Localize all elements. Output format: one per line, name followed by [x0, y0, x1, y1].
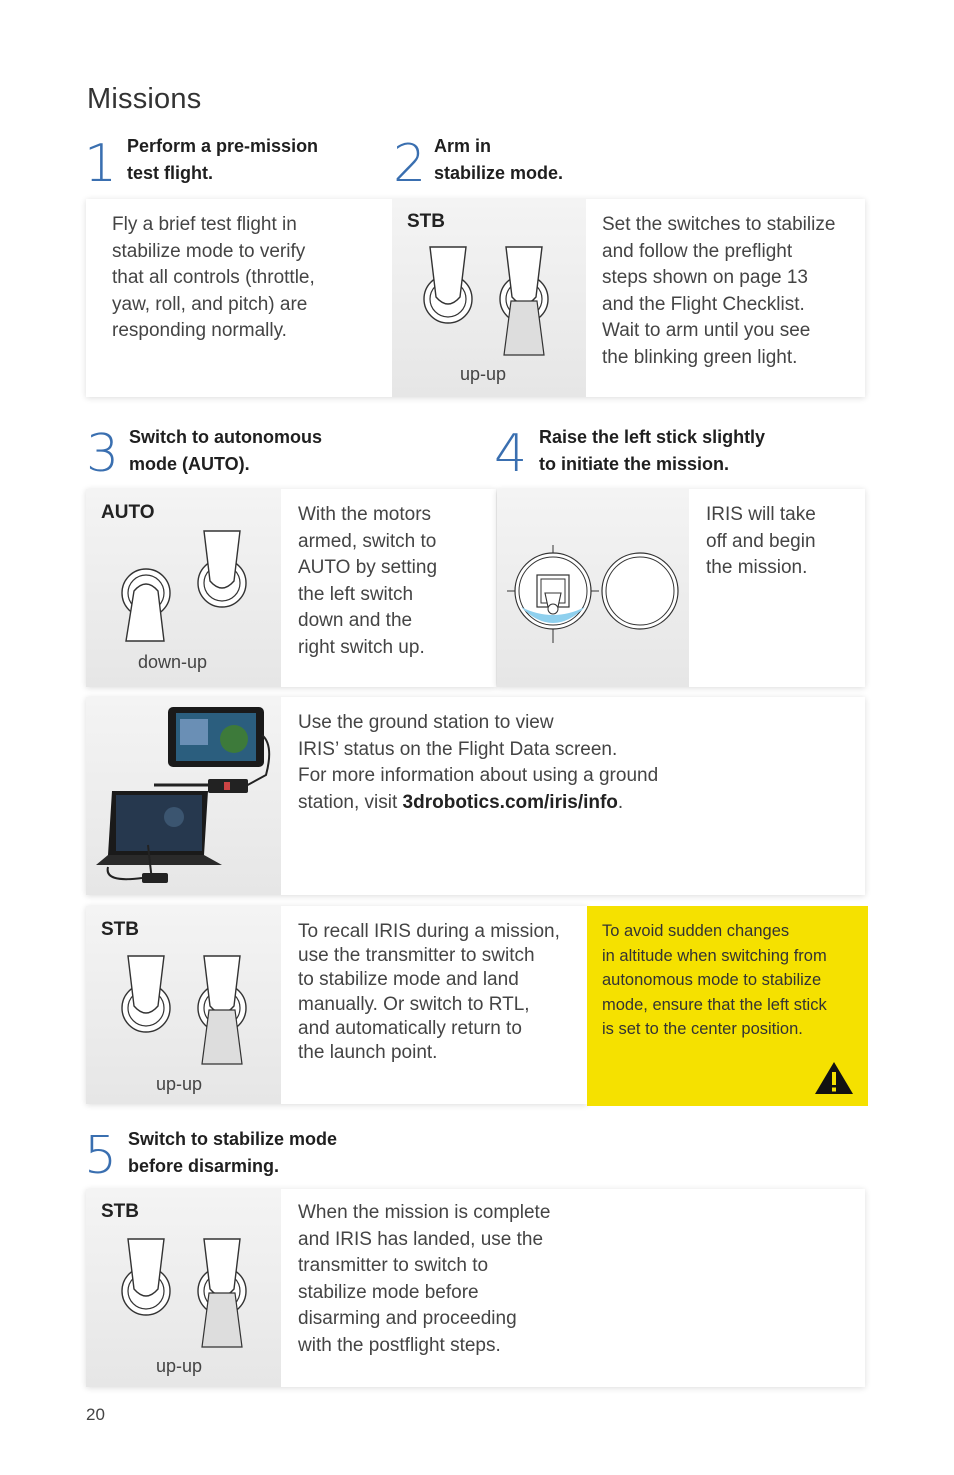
step-3-heading: Switch to autonomous mode (AUTO). — [129, 427, 322, 474]
mode-label: STB — [101, 1201, 139, 1222]
ground-station-panel — [86, 697, 281, 895]
step-2-heading: Arm in stabilize mode. — [434, 136, 564, 183]
step-3-switch-panel — [86, 489, 281, 687]
step-2-switch-panel — [392, 199, 586, 397]
step-1-text: Fly a brief test flight in stabilize mode to verify that all controls (throttle, yaw, roll, and pitch) are responding normally. — [112, 214, 315, 341]
control-stick-icon — [503, 539, 683, 649]
mode-label: AUTO — [101, 502, 155, 523]
step-4-card — [497, 489, 865, 687]
warning-triangle-icon — [813, 1060, 855, 1096]
step-3-card — [86, 489, 496, 687]
step-5-text: When the mission is complete and IRIS has landed, use the transmitter to switch to stabilize mode before disarming and proceeding with the postflight steps. — [298, 1202, 551, 1356]
step-2-text: Set the switches to stabilize and follow the preflight steps shown on page 13 and the Flight Checklist. Wait to arm until you see the blinking green light. — [602, 214, 836, 368]
ground-station-card — [86, 697, 865, 895]
ground-station-image — [94, 705, 274, 887]
toggle-switch-icon — [114, 1237, 254, 1353]
warning-text: To avoid sudden changes in altitude when switching from autonomous mode to stabilize mode, ensure that the left stick is set to the center position. — [602, 922, 827, 1038]
toggle-switch-icon — [114, 954, 254, 1070]
ground-station-period: . — [617, 791, 624, 813]
switch-position-label: up-up — [460, 364, 507, 384]
page-number: 20 — [86, 1405, 105, 1424]
step-3-number: 3 — [86, 424, 120, 484]
info-link[interactable]: 3drobotics.com/iris/info — [402, 791, 618, 813]
step-1-2-card — [86, 199, 865, 397]
step-4-heading: Raise the left stick slightly to initiate the mission. — [539, 427, 766, 474]
step-5-heading: Switch to stabilize mode before disarming. — [128, 1129, 338, 1176]
switch-position-label: up-up — [156, 1074, 203, 1094]
toggle-switch-icon — [416, 245, 556, 361]
step-5-number: 5 — [84, 1126, 118, 1186]
ground-station-text — [298, 710, 718, 816]
warning-box — [587, 906, 868, 1106]
switch-position-label: up-up — [156, 1356, 203, 1376]
step-4-number: 4 — [494, 424, 528, 484]
mode-label: STB — [407, 211, 445, 232]
step-1-number: 1 — [84, 134, 118, 194]
mode-label: STB — [101, 919, 139, 940]
step-1-heading: Perform a pre-mission test flight. — [127, 136, 319, 183]
toggle-switch-icon — [114, 529, 254, 645]
step-4-text: IRIS will take off and begin the mission. — [706, 504, 816, 578]
recall-text: To recall IRIS during a mission, use the transmitter to switch to stabilize mode and land manually. Or switch to RTL, and automatically return to the launch point. — [298, 921, 560, 1064]
step-4-stick-panel — [497, 489, 689, 687]
step-5-switch-panel — [86, 1189, 281, 1387]
step-3-text: With the motors armed, switch to AUTO by setting the left switch down and the right switch up. — [298, 504, 438, 658]
step-2-number: 2 — [393, 134, 427, 194]
recall-switch-panel — [86, 906, 281, 1104]
step-5-card — [86, 1189, 865, 1387]
switch-position-label: down-up — [138, 652, 208, 672]
ground-station-body: Use the ground station to view IRIS’ status on the Flight Data screen. For more information about using a ground station, visit — [298, 712, 659, 813]
recall-card — [86, 906, 587, 1104]
page-title: Missions — [87, 83, 202, 115]
